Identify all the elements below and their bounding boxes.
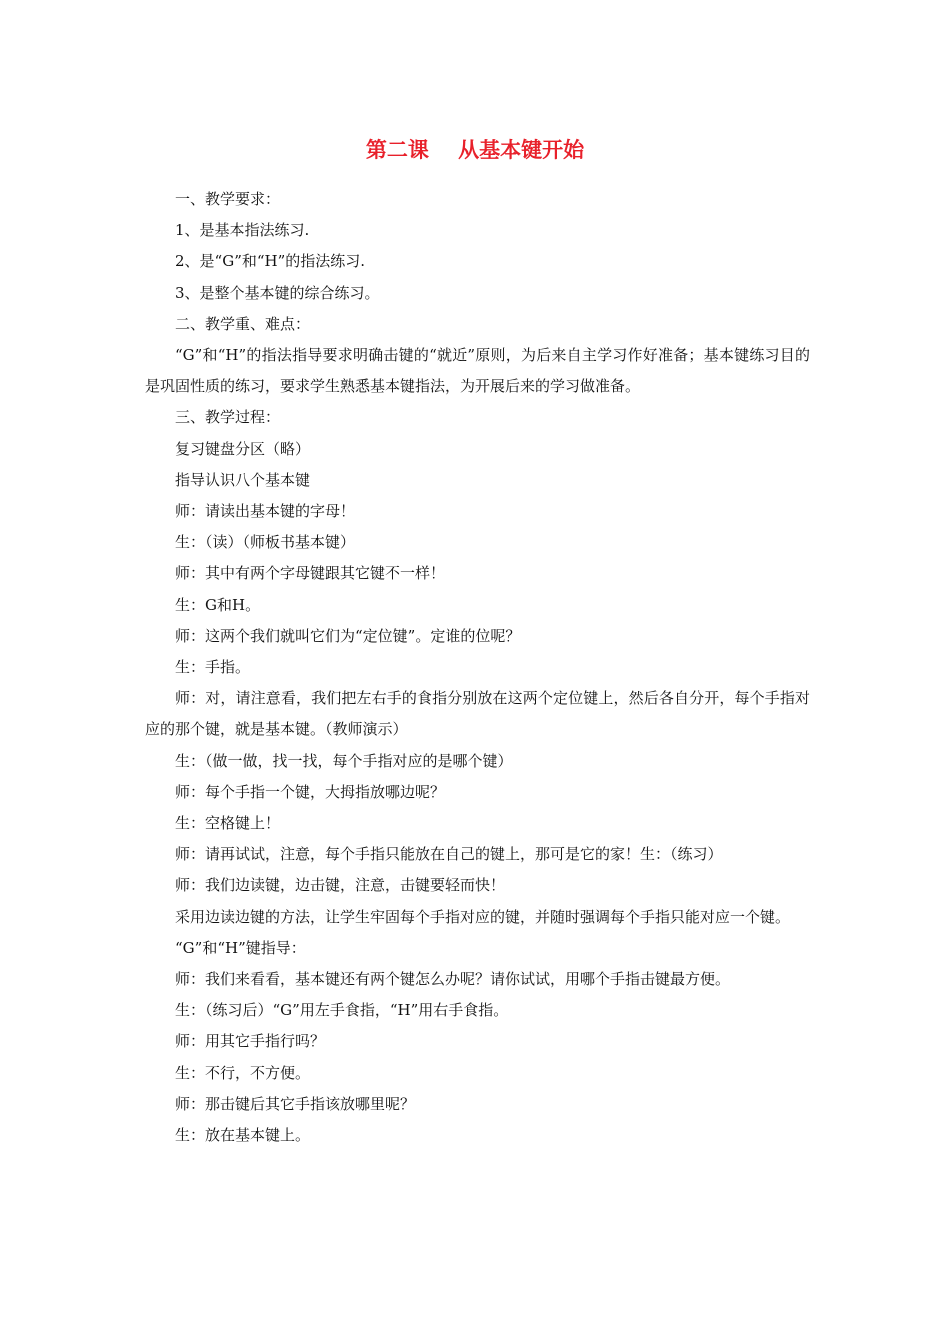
paragraph: 师：这两个我们就叫它们为“定位键”。定谁的位呢？ (175, 626, 521, 645)
paragraph: 二、教学重、难点： (175, 314, 311, 333)
paragraph: 师：我们边读键，边击键，注意，击键要轻而快！ (175, 876, 506, 895)
paragraph: 师：请再试试，注意，每个手指只能放在自己的键上，那可是它的家！生：（练习） (175, 845, 723, 864)
paragraph: “G”和“H”键指导： (175, 938, 306, 957)
document-body (145, 184, 810, 1151)
paragraph: 生：（做一做，找一找，每个手指对应的是哪个键） (175, 751, 513, 770)
paragraph: 生：（读）（师板书基本键） (175, 533, 356, 552)
paragraph: 师：其中有两个字母键跟其它键不一样！ (175, 564, 446, 583)
paragraph: 3、是整个基本键的综合练习。 (175, 283, 380, 302)
paragraph: 生：手指。 (175, 658, 251, 677)
paragraph: 生：不行，不方便。 (175, 1063, 311, 1082)
paragraph: 师：每个手指一个键，大拇指放哪边呢？ (175, 782, 446, 801)
paragraph: 生：放在基本键上。 (175, 1126, 311, 1145)
page-title: 第二课 从基本键开始 (365, 138, 585, 162)
paragraph: 生：（练习后）“G”用左手食指，“H”用右手食指。 (175, 1001, 509, 1020)
paragraph: 师：用其它手指行吗？ (175, 1032, 326, 1051)
paragraph: 复习键盘分区（略） (175, 439, 311, 458)
paragraph: 1、是基本指法练习. (175, 221, 310, 240)
paragraph: 生：空格键上！ (175, 814, 281, 833)
paragraph: 师：对，请注意看，我们把左右手的食指分别放在这两个定位键上，然后各自分开，每个手指对应的那个键，就是基本键。（教师演示） (145, 689, 810, 739)
paragraph: 生：G和H。 (175, 595, 261, 614)
paragraph: “G”和“H”的指法指导要求明确击键的“就近”原则，为后来自主学习作好准备；基本键练习目的是巩固性质的练习，要求学生熟悉基本键指法，为开展后来的学习做准备。 (145, 346, 810, 396)
paragraph: 指导认识八个基本键 (175, 470, 311, 489)
paragraph: 采用边读边键的方法，让学生牢固每个手指对应的键，并随时强调每个手指只能对应一个键。 (175, 907, 791, 926)
paragraph: 师：那击键后其它手指该放哪里呢？ (175, 1094, 416, 1113)
paragraph: 2、是“G”和“H”的指法练习. (175, 252, 366, 271)
paragraph: 三、教学过程： (175, 408, 281, 427)
paragraph: 师：我们来看看，基本键还有两个键怎么办呢？请你试试，用哪个手指击键最方便。 (175, 970, 731, 989)
paragraph: 师：请读出基本键的字母！ (175, 502, 356, 521)
paragraph: 一、教学要求： (175, 190, 281, 208)
